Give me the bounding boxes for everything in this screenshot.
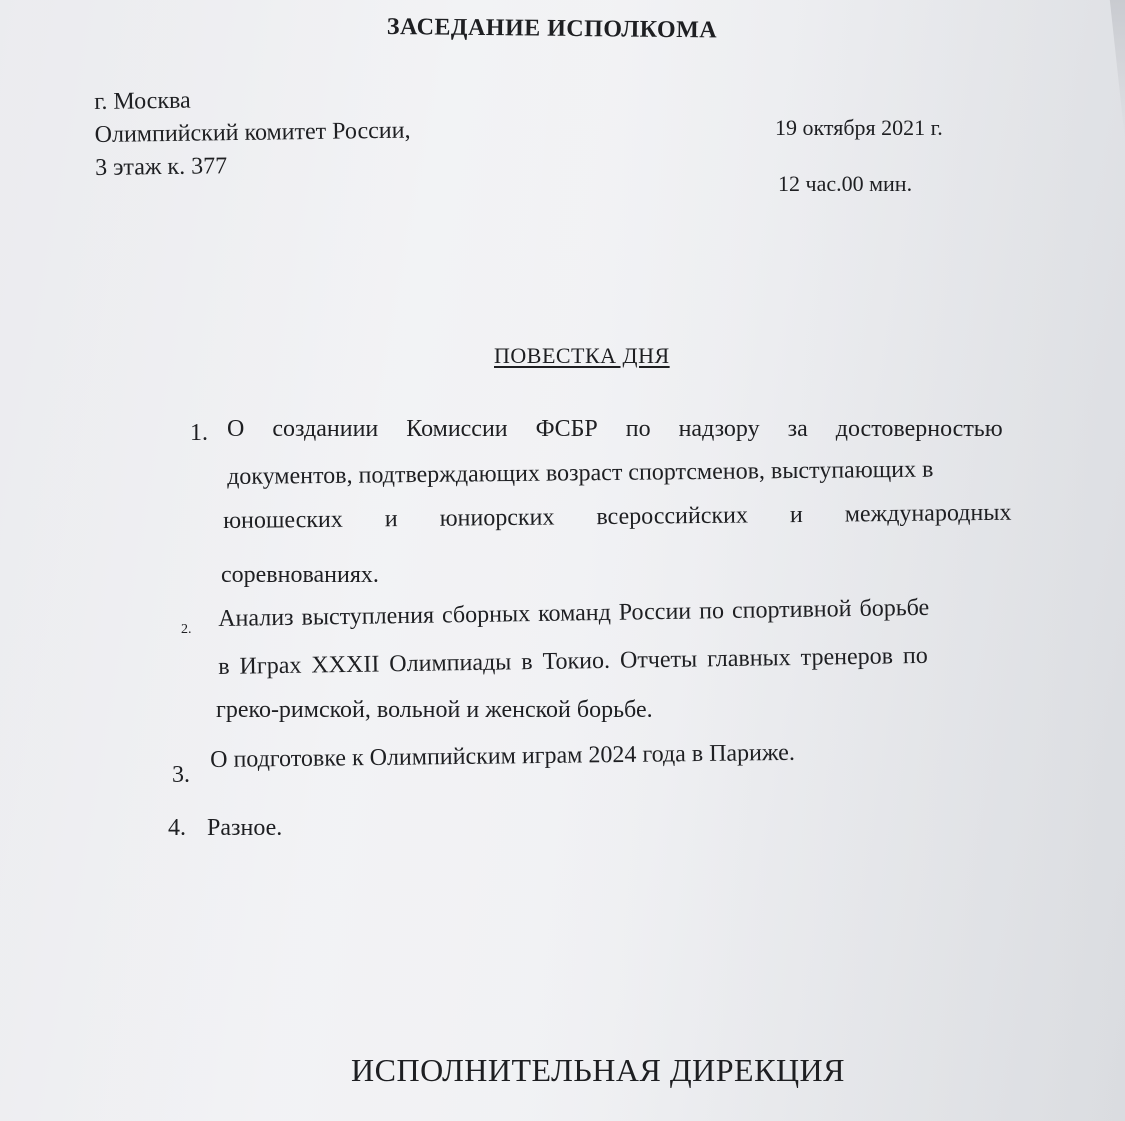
page-edge-shadow <box>1087 0 1125 140</box>
agenda-item-1-line-1 <box>227 416 1049 443</box>
agenda-title: ПОВЕСТКА ДНЯ <box>494 343 670 368</box>
agenda-item-2-line-2: в Играх XXXII Олимпиады в Токио. Отчеты главных тренеров по <box>218 642 928 680</box>
agenda-item-4-number: 4. <box>168 815 186 841</box>
agenda-item-3-number: 3. <box>172 762 190 788</box>
agenda-item-4-line-1: Разное. <box>207 815 283 841</box>
agenda-item-1-line-1-text: О созданиии Комиссии ФСБР по надзору за достоверностью <box>227 416 1003 442</box>
document-title: ЗАСЕДАНИЕ ИСПОЛКОМА <box>386 14 718 44</box>
location-block <box>94 82 411 185</box>
meeting-date: 19 октября 2021 г. <box>775 115 943 140</box>
location-city: г. Москва <box>94 87 191 115</box>
meeting-time: 12 час.00 мин. <box>778 171 913 196</box>
agenda-item-1-line-4: соревнованиях. <box>221 562 379 588</box>
agenda-item-1-line-3: юношеских и юниорских всероссийских и международных <box>223 499 1012 534</box>
agenda-item-1-line-2: документов, подтверждающих возраст спортсменов, выступающих в <box>227 456 934 490</box>
agenda-item-2-line-1: Анализ выступления сборных команд России по спортивной борьбе <box>218 594 930 632</box>
signature-block: ИСПОЛНИТЕЛЬНАЯ ДИРЕКЦИЯ <box>351 1052 845 1088</box>
location-room: 3 этаж к. 377 <box>94 153 228 181</box>
agenda-item-2-number: 2. <box>181 622 192 637</box>
agenda-item-3-line-1: О подготовке к Олимпийским играм 2024 года в Париже. <box>210 739 796 773</box>
location-organization: Олимпийский комитет России, <box>94 117 411 148</box>
agenda-item-1-number: 1. <box>190 420 208 446</box>
agenda-item-2-line-3: греко-римской, вольной и женской борьбе. <box>216 697 653 723</box>
